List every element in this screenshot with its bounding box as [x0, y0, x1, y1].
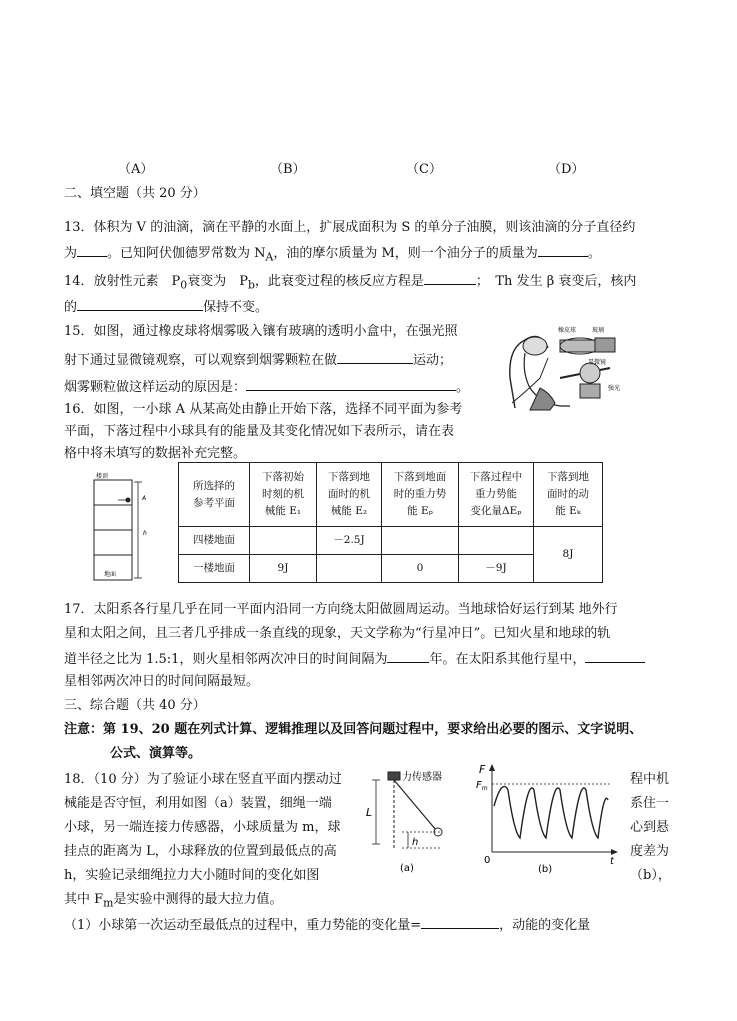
cell-ek: 8J	[534, 527, 603, 583]
blank[interactable]	[77, 296, 203, 311]
header-e2: 下落到地 面时的机 械能 E₂	[317, 463, 382, 527]
option-b: （B）	[270, 162, 306, 177]
force-time-graph	[472, 760, 622, 880]
blank[interactable]	[77, 242, 107, 257]
brownian-apparatus-figure	[500, 318, 625, 413]
option-d: （D）	[548, 162, 585, 177]
label-h: h	[412, 837, 419, 848]
blank[interactable]	[585, 648, 645, 663]
cell-plane: 四楼地面	[179, 527, 250, 555]
header-e1: 下落初始 时刻的机 械能 E₁	[250, 463, 317, 527]
q18-line3a: 小球，另一端连接力传感器，小球质量为 m，球	[64, 820, 341, 835]
pendulum-figure	[362, 768, 472, 878]
q17-line2: 星和太阳之间，且三者几乎排成一条直线的现象，天文学称为“行星冲日”。已知火星和地球的轨	[64, 626, 611, 641]
label-force-sensor: 力传感器	[402, 772, 442, 783]
q18-line1b: 程中机	[630, 772, 670, 787]
blank[interactable]	[424, 270, 476, 285]
label-roof: 楼顶	[96, 473, 109, 480]
cell-ep[interactable]	[382, 527, 459, 555]
q17-line1: 17．太阳系各行星几乎在同一平面内沿同一方向绕太阳做圆周运动。当地球恰好运行到某 地外行	[64, 602, 618, 617]
cell-plane: 一楼地面	[179, 555, 250, 583]
cell-ep: 0	[382, 555, 459, 583]
q18-line2b: 系住一	[630, 796, 670, 811]
option-c: （C）	[406, 162, 442, 177]
blank[interactable]	[337, 349, 413, 364]
q15-line2: 射下通过显微镜观察，可以观察到烟雾颗粒在做 运动；	[64, 349, 452, 371]
energy-table	[178, 462, 603, 583]
cell-e2: －2.5J	[317, 527, 382, 555]
label-l: L	[366, 806, 373, 819]
option-a: （A）	[118, 162, 154, 177]
blank[interactable]	[421, 914, 499, 929]
blank[interactable]	[387, 648, 429, 663]
header-dep: 下落过程中 重力势能 变化量ΔEₚ	[459, 463, 534, 527]
cell-e2[interactable]	[317, 555, 382, 583]
q18-line6: 其中 $F_m$是实验中测得的最大拉力值。	[64, 892, 283, 910]
q13-line2: 为 。已知阿伏伽德罗常数为 $N_A$，油的摩尔质量为 M，则一个油分子的质量为 。	[64, 242, 601, 268]
q17-line3: 道半径之比为 1.5:1，则火星相邻两次冲日的时间间隔为 年。在太阳系其他行星中，	[64, 648, 645, 670]
blank[interactable]	[246, 376, 456, 391]
label-a: A	[142, 495, 147, 502]
building-figure	[86, 470, 156, 588]
label-h: h	[143, 530, 147, 537]
q18-line5a: h，实验记录细绳拉力大小随时间的变化如图	[64, 868, 320, 883]
q18-line1a: 18．（10 分）为了验证小球在竖直平面内摆动过	[64, 772, 342, 787]
q18-sub1: （1）小球第一次运动至最低点的过程中，重力势能的变化量= ，动能的变化量	[64, 914, 590, 936]
q18-line3b: 心到悬	[630, 820, 670, 835]
section-2-title: 二、填空题（共 20 分）	[64, 186, 206, 201]
axis-f-label: F	[479, 763, 486, 776]
header-ep: 下落到地面 时的重力势 能 Eₚ	[382, 463, 459, 527]
label-light: 强光	[608, 385, 621, 392]
label-microscope: 显微镜	[588, 359, 607, 366]
caption-b: (b)	[538, 864, 553, 875]
q15-line1: 15．如图，通过橡皮球将烟雾吸入镶有玻璃的透明小盒中，在强光照	[64, 324, 458, 339]
q16-line1: 16．如图，一小球 A 从某高处由静止开始下落，选择不同平面为参考	[64, 402, 463, 417]
q16-line3: 格中将未填写的数据补充完整。	[64, 446, 247, 461]
q18-line4b: 度差为	[630, 844, 670, 859]
origin-label: 0	[484, 855, 491, 866]
table-row	[179, 527, 603, 555]
q13-line1: 13．体积为 V 的油滴，滴在平静的水面上，扩展成面积为 S 的单分子油膜，则该油滴的分子直径约	[64, 220, 636, 235]
q14-line2: 的 保持不变。	[64, 296, 268, 318]
cell-dep: －9J	[459, 555, 534, 583]
header-plane: 所选择的 参考平面	[179, 463, 250, 527]
cell-dep[interactable]	[459, 527, 534, 555]
q15-line3: 烟雾颗粒做这样运动的原因是： 。	[64, 376, 469, 398]
q16-line2: 平面，下落过程中小球具有的能量及其变化情况如下表所示，请在表	[64, 424, 455, 439]
axis-t-label: t	[610, 856, 614, 867]
q18-line2a: 械能是否守恒，利用如图（a）装置，细绳一端	[64, 796, 332, 811]
section-3-note-2: 公式、演算等。	[110, 746, 202, 761]
q18-line4a: 挂点的距离为 L，小球释放的位置到最低点的高	[64, 844, 337, 859]
cell-e1: 9J	[250, 555, 317, 583]
cell-e1[interactable]	[250, 527, 317, 555]
q18-line5b: （b），	[630, 868, 671, 883]
label-rubber-ball: 橡皮球	[558, 327, 577, 334]
section-3-note-1: 注意：第 19、20 题在列式计算、逻辑推理以及回答问题过程中，要求给出必要的图示、文字说明、	[64, 722, 643, 737]
label-glass: 玻璃	[592, 327, 605, 334]
header-ek: 下落到地 面时的动 能 Eₖ	[534, 463, 603, 527]
section-3-title: 三、综合题（共 40 分）	[64, 698, 206, 713]
q17-line4: 星相邻两次冲日的时间间隔最短。	[64, 674, 260, 689]
blank[interactable]	[538, 242, 588, 257]
fm-label: $F_m$	[476, 780, 488, 792]
label-ground: 地面	[104, 571, 117, 578]
caption-a: (a)	[400, 863, 414, 874]
q14-line1: 14．放射性元素 $P_0$衰变为 $P_b$，此衰变过程的核反应方程是 ； Th 发生 β 衰变后，核内	[64, 270, 636, 296]
